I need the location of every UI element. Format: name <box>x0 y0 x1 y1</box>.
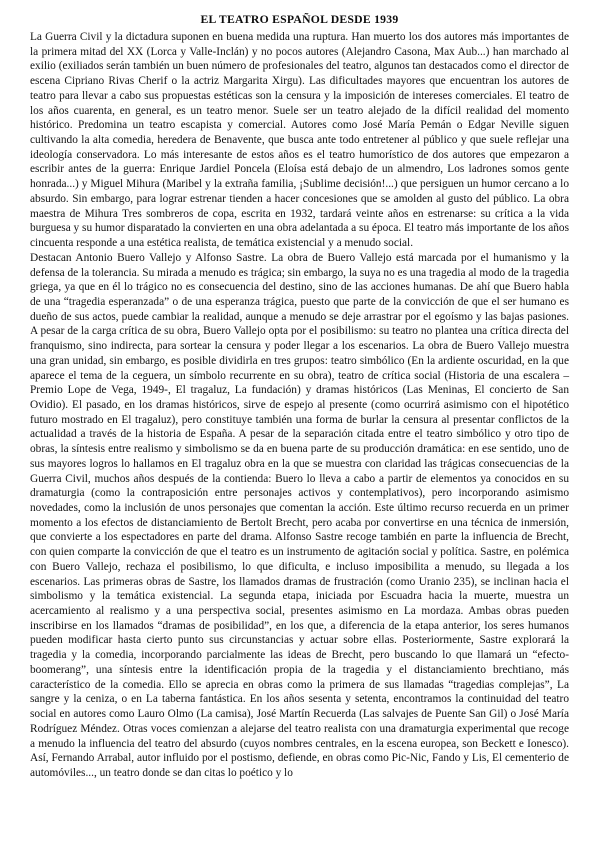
page-title: EL TEATRO ESPAÑOL DESDE 1939 <box>200 13 399 26</box>
paragraph-2: Destacan Antonio Buero Vallejo y Alfonso Sastre. La obra de Buero Vallejo está marcada por el humanismo y la defensa de la tolerancia. Su mirada a menudo es trágica; sin embargo, la suya no es una tragedia al modo de la tragedia griega, ya que en él lo trágico no es consecuencia del destino, sino de las acciones humanas. De ahí que Buero habla de una “tragedia esperanzada” o de una esperanza trágica, puesto que parte de la convicción de que el ser humano es dueño de sus actos, puede cambiar la realidad, aunque a menudo se deje arrastrar por el egoísmo y las bajas pasiones. A pesar de la carga crítica de su obra, Buero Vallejo opta por el posibilismo: su teatro no plantea una crítica directa del franquismo, sino indirecta, para sortear la censura y poder llegar a los escenarios. La obra de Buero Vallejo muestra una gran unidad, sin embargo, es posible dividirla en tres grupos: teatro simbólico (En la ardiente oscuridad, en la que aparece el tema de la ceguera, un símbolo recurrente en su obra), teatro de crítica social (Historia de una escalera – Premio Lope de Vega, 1949-, El tragaluz, La fundación) y dramas históricos (Las Meninas, El concierto de San Ovidio). El pasado, en los dramas históricos, sirve de espejo al presente (como ocurrirá asimismo con el hipotético futuro mostrado en El tragaluz), pero constituye también una forma de burlar la censura al presentar conflictos de la actualidad a través de la historia de España. A pesar de la separación citada entre el teatro simbólico y otro tipo de obras, la síntesis entre realismo y simbolismo se da en buena parte de su producción dramática: en ese sentido, uno de sus mayores logros lo hallamos en El tragaluz obra en la que se muestra con claridad las trágicas consecuencias de la Guerra Civil, muchos años después de la contienda: Buero lo lleva a cabo a partir de elementos ya conocidos en su dramaturgia (como la contraposición entre personajes activos y contemplativos), pero incorporando asimismo novedades, como la inclusión de unos personajes que comentan la acción. Este último recurso recuerda en un primer momento a los efectos de distanciamiento de Bertolt Brecht, pero acaba por convertirse en una técnica de inmersión, que convierte a los espectadores en parte del drama. Alfonso Sastre recoge también en parte la influencia de Brecht, con quien comparte la convicción de que el teatro es un instrumento de agitación social y política. Sastre, en polémica con Buero Vallejo, rechaza el posibilismo, lo que dificulta, e incluso imposibilita a menudo, su llegada a los escenarios. Las primeras obras de Sastre, los llamados dramas de frustración (como Uranio 235), se inclinan hacia el simbolismo y la temática existencial. La segunda etapa, iniciada por Escuadra hacia la muerte, muestra un acercamiento al realismo y a una perspectiva social, presentes asimismo en La mordaza. Ambas obras pueden inscribirse en los llamados “dramas de posibilidad”, en los que, a diferencia de la etapa anterior, los seres humanos pueden modificar hasta cierto punto sus circunstancias y actuar sobre ellas. Posteriormente, Sastre explorará la tragedia y la comedia, incorporando parcialmente las ideas de Brecht, pero buscando lo que llamará un “efecto-boomerang”, una síntesis entre la identificación propia de la tragedia y el distanciamiento brechtiano, más característico de la comedia. Ello se aprecia en obras como la primera de sus llamadas “tragedias complejas”, La sangre y la ceniza, o en La taberna fantástica. En los años sesenta y setenta, encontramos la continuidad del teatro social en autores como Lauro Olmo (La camisa), José Martín Recuerda (Las salvajes de Puente San Gil) o José María Rodríguez Méndez. Otras voces comienzan a alejarse del teatro realista con una dramaturgia experimental que recoge a menudo la influencia del teatro del absurdo (cuyos nombres centrales, en la escena europea, son Beckett e Ionesco). Así, Fernando Arrabal, autor influido por el postismo, defiende, en obras como Pic-Nic, Fando y Lis, El cementerio de automóviles..., un teatro donde se dan citas lo poético y lo <box>30 251 569 779</box>
paragraph-1: La Guerra Civil y la dictadura suponen en buena medida una ruptura. Han muerto los dos autores más importantes de la primera mitad del XX (Lorca y Valle-Inclán) y no pocos autores (Alejandro Casona, Max Aub...) han marchado al exilio (exiliados serán también un buen número de profesionales del teatro, algunos tan destacados como el director de escena Cipriano Rivas Cherif o la actriz Margarita Xirgu). Las dificultades mayores que encuentran los autores de teatro para llevar a cabo sus propuestas estéticas son la censura y la imposición de intereses comerciales. El teatro de los años cuarenta, en general, es un teatro menor. Suele ser un teatro alejado de la difícil realidad del momento histórico. Predomina un teatro escapista y comercial. Autores como José María Pemán o Edgar Neville siguen cultivando la alta comedia, heredera de Benavente, que busca ante todo entretener al público y que suele reflejar una ideología conservadora. Lo más interesante de estos años es el teatro humorístico de dos autores que empezaron a escribir antes de la guerra: Enrique Jardiel Poncela (Eloísa está debajo de un almendro, Los ladrones somos gente honrada...) y Miguel Mihura (Maribel y la extraña familia, ¡Sublime decisión!...) que persiguen un humor cercano a lo absurdo. Sin embargo, para lograr estrenar tienden a hacer concesiones que se amolden al gusto del público. La obra maestra de Mihura Tres sombreros de copa, escrita en 1932, tardará veinte años en estrenarse: su crítica a la vida burguesa y su humor disparatado la convierten en una obra adelantada a su época. El teatro más importante de los años cincuenta responde a una estética realista, de temática existencial y a menudo social. <box>30 31 569 250</box>
document-body <box>30 30 569 781</box>
